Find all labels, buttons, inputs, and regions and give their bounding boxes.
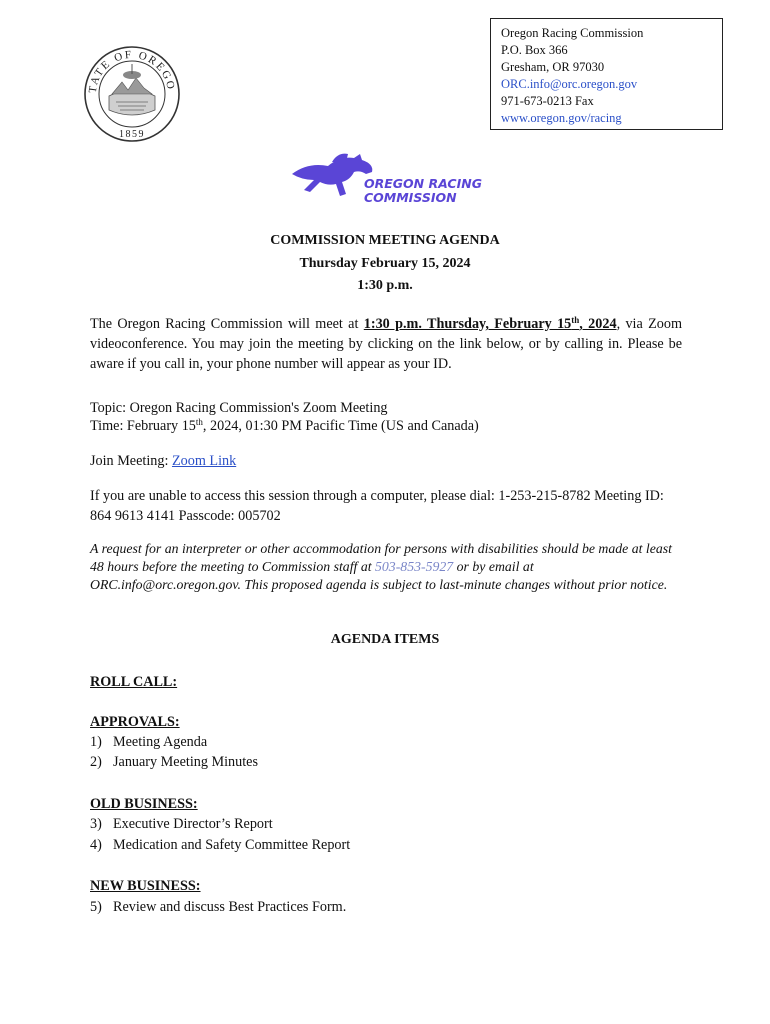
join-meeting-line (90, 451, 682, 471)
time-line-end: , 2024, 01:30 PM Pacific Time (US and Canada) (202, 418, 479, 434)
accommodation-text-end: or by email at ORC.info@orc.oregon.gov. This proposed agenda is subject to last-minute changes without prior notice. (90, 559, 668, 592)
agenda-item (90, 816, 273, 833)
agenda-item (90, 899, 346, 916)
meeting-date: Thursday February 15, 2024 (299, 256, 471, 271)
intro-emph-sup: th (571, 315, 580, 325)
section-old-business: OLD BUSINESS: (90, 796, 198, 812)
orc-logo (288, 152, 488, 210)
svg-text:OREGON RACING: OREGON RACING (364, 176, 482, 191)
svg-text:STATE OF OREGON: TATE OF OREGO (86, 48, 178, 94)
svg-text:1859: 1859 (119, 129, 145, 140)
agenda-item-number: 5) (90, 899, 102, 915)
intro-paragraph (90, 314, 682, 374)
agenda-items-title: AGENDA ITEMS (330, 632, 440, 647)
time-line-sup: th (195, 417, 203, 427)
contact-city: Gresham, OR 97030 (501, 60, 605, 74)
join-meeting-label: Join Meeting: (90, 453, 172, 469)
accommodation-notice (90, 540, 682, 594)
intro-emphasis (364, 316, 617, 332)
topic-line: Topic: Oregon Racing Commission's Zoom Meeting (90, 400, 388, 416)
intro-emph-year: , 2024 (579, 316, 617, 332)
dial-in-paragraph: If you are unable to access this session through a computer, please dial: 1-253-215-8782 Meeting ID: 864 9613 4141 Passcode: 005702 (90, 488, 664, 524)
intro-emph-time: 1:30 p.m. Thursday, February 15 (363, 316, 572, 332)
zoom-link[interactable]: Zoom Link (171, 453, 237, 469)
agenda-item-text: Meeting Agenda (113, 734, 208, 750)
agenda-item-text: January Meeting Minutes (113, 754, 258, 770)
agenda-item-number: 3) (90, 816, 102, 832)
contact-website-link[interactable]: www.oregon.gov/racing (501, 111, 622, 125)
agenda-item (90, 734, 207, 751)
agenda-item-text: Review and discuss Best Practices Form. (113, 899, 347, 915)
section-new-business: NEW BUSINESS: (90, 878, 201, 894)
contact-po-box: P.O. Box 366 (501, 43, 568, 57)
contact-fax: 971-673-0213 Fax (501, 94, 594, 108)
meeting-time: 1:30 p.m. (357, 278, 413, 293)
agenda-item (90, 754, 258, 771)
agenda-item-text: Executive Director’s Report (113, 816, 273, 832)
agenda-item (90, 837, 350, 854)
agenda-item-text: Medication and Safety Committee Report (113, 837, 351, 853)
agenda-item-number: 4) (90, 837, 102, 853)
section-roll-call: ROLL CALL: (90, 674, 178, 690)
contact-box (490, 18, 723, 130)
contact-email-link[interactable]: ORC.info@orc.oregon.gov (501, 77, 638, 91)
page-title: COMMISSION MEETING AGENDA (270, 233, 500, 248)
racehorse-logo-icon (288, 152, 488, 210)
agenda-item-number: 2) (90, 754, 102, 770)
intro-text-end: , via Zoom videoconference. You may join the meeting by clicking on the link below, or by calling in. Please be aware if you call in, your phone number will appear as your ID. (90, 316, 683, 372)
state-seal-image (82, 44, 182, 144)
time-line (90, 416, 682, 436)
accommodation-text-start: A request for an interpreter or other accommodation for persons with disabilities should be made at least 48 hours before the meeting to Commission staff at (90, 541, 672, 574)
accommodation-phone[interactable]: 503-853-5927 (375, 559, 454, 574)
agenda-item-number: 1) (90, 734, 102, 750)
time-line-start: Time: February 15 (90, 418, 196, 434)
intro-text-start: The Oregon Racing Commission will meet at (90, 316, 364, 332)
section-approvals: APPROVALS: (90, 714, 180, 730)
contact-org: Oregon Racing Commission (501, 26, 644, 40)
seal-icon (82, 44, 182, 144)
svg-text:COMMISSION: COMMISSION (364, 190, 457, 205)
